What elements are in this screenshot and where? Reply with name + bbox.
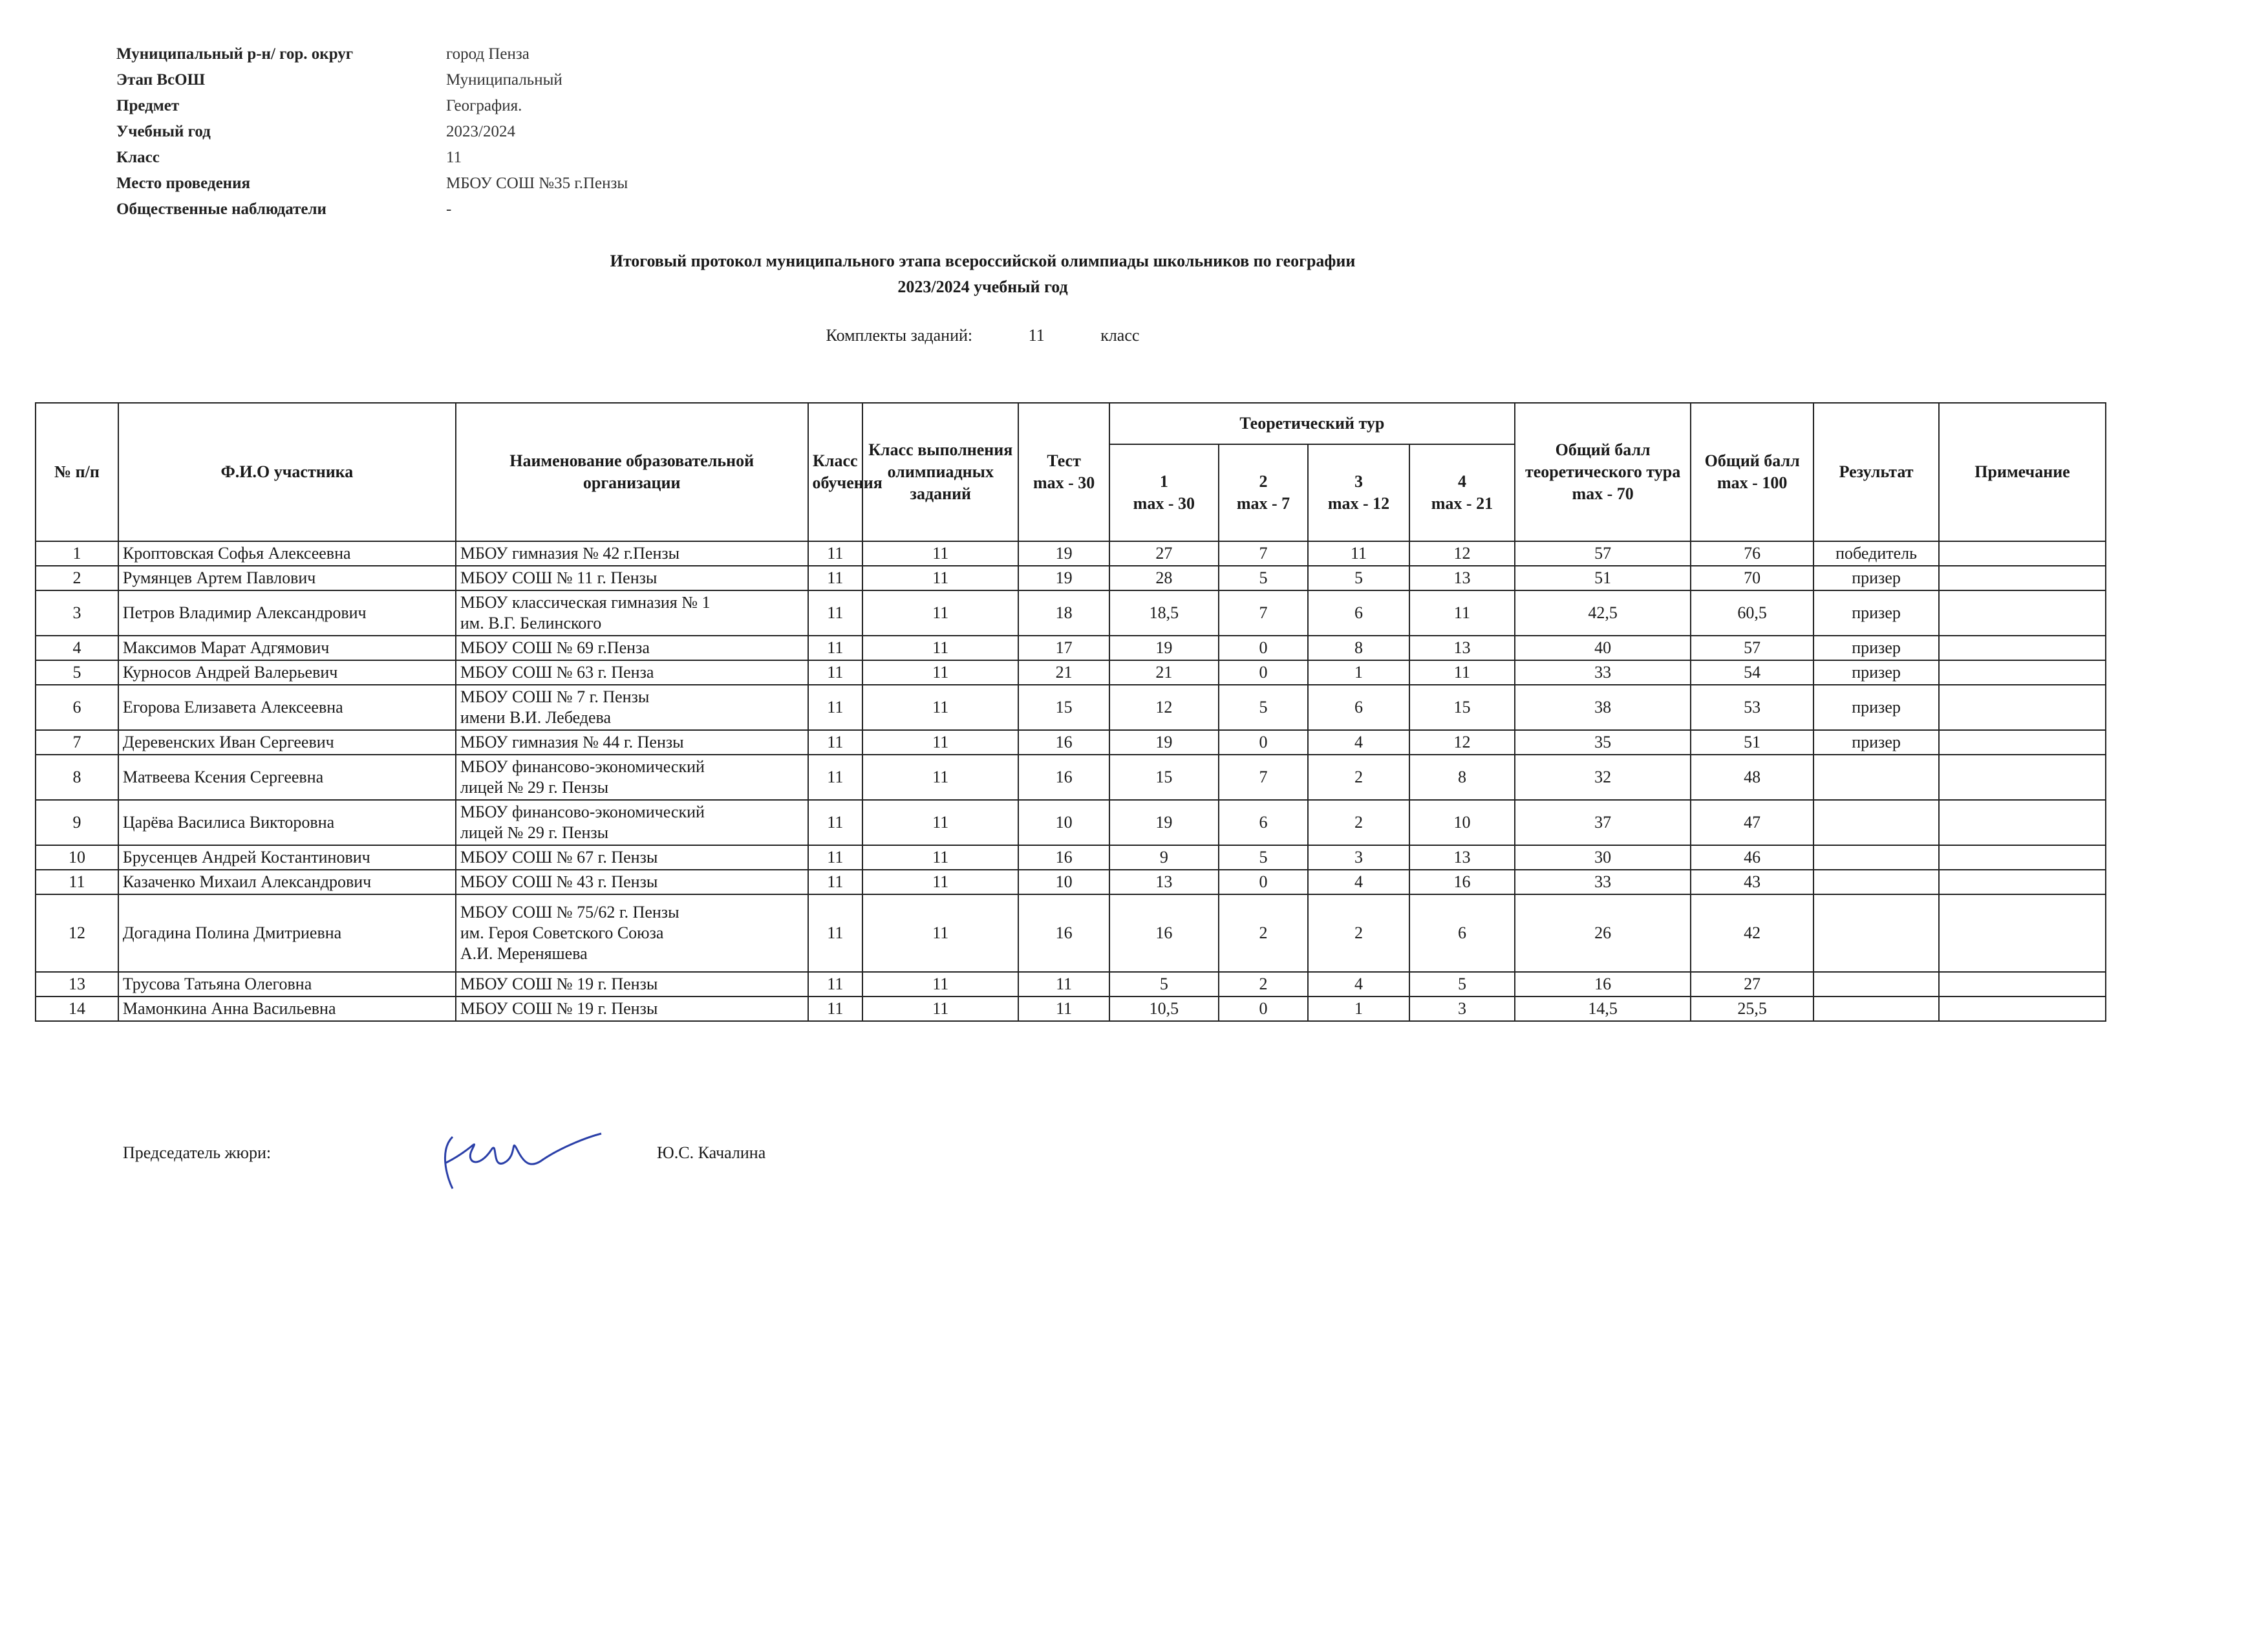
table-row [36, 590, 2106, 636]
cell-t1: 16 [1109, 894, 1219, 972]
header-t3-num: 3 [1354, 472, 1364, 491]
cell-org [456, 541, 808, 566]
cell-note [1939, 972, 2106, 997]
cell-name: Петров Владимир Александрович [118, 590, 456, 636]
cell-total: 54 [1691, 660, 1813, 685]
meta-label: Учебный год [116, 123, 211, 140]
header-t2-max: max - 7 [1236, 494, 1290, 513]
cell-t1: 13 [1109, 870, 1219, 894]
meta-row [116, 119, 628, 145]
cell-n: 3 [36, 590, 118, 636]
cell-name: Брусенцев Андрей Костантинович [118, 845, 456, 870]
cell-gt: 11 [862, 566, 1018, 590]
cell-grade: 11 [808, 894, 863, 972]
table-row [36, 566, 2106, 590]
meta-value: География. [446, 97, 522, 114]
cell-gt: 11 [862, 685, 1018, 730]
cell-name: Кроптовская Софья Алексеевна [118, 541, 456, 566]
cell-tt: 51 [1515, 566, 1691, 590]
cell-t3: 2 [1308, 755, 1409, 800]
cell-t3: 3 [1308, 845, 1409, 870]
cell-org [456, 894, 808, 972]
cell-t2: 5 [1219, 685, 1308, 730]
cell-tt: 37 [1515, 800, 1691, 845]
table-row [36, 997, 2106, 1021]
table-row [36, 845, 2106, 870]
cell-tt: 57 [1515, 541, 1691, 566]
cell-note [1939, 685, 2106, 730]
header-num: № п/п [36, 403, 118, 541]
cell-name: Казаченко Михаил Александрович [118, 870, 456, 894]
meta-row [116, 67, 628, 93]
cell-test: 19 [1018, 566, 1109, 590]
cell-gt: 11 [862, 870, 1018, 894]
table-row [36, 730, 2106, 755]
results-table [35, 402, 2106, 1022]
signature-name: Ю.С. Качалина [657, 1143, 766, 1162]
cell-t2: 0 [1219, 660, 1308, 685]
cell-grade: 11 [808, 590, 863, 636]
cell-test: 15 [1018, 685, 1109, 730]
cell-n: 14 [36, 997, 118, 1021]
meta-label: Муниципальный р-н/ гор. округ [116, 45, 354, 63]
cell-grade: 11 [808, 636, 863, 660]
cell-t4: 11 [1409, 660, 1515, 685]
org-line: МБОУ гимназия № 44 г. Пензы [460, 733, 684, 751]
cell-note [1939, 997, 2106, 1021]
cell-t1: 27 [1109, 541, 1219, 566]
cell-t4: 12 [1409, 730, 1515, 755]
cell-t3: 5 [1308, 566, 1409, 590]
cell-n: 6 [36, 685, 118, 730]
cell-gt: 11 [862, 636, 1018, 660]
cell-tt: 16 [1515, 972, 1691, 997]
cell-t2: 7 [1219, 590, 1308, 636]
cell-total: 47 [1691, 800, 1813, 845]
cell-result [1813, 972, 1939, 997]
cell-tt: 40 [1515, 636, 1691, 660]
cell-n: 13 [36, 972, 118, 997]
table-row [36, 800, 2106, 845]
cell-name: Егорова Елизавета Алексеевна [118, 685, 456, 730]
cell-t4: 15 [1409, 685, 1515, 730]
meta-value: - [446, 200, 452, 218]
cell-t3: 11 [1308, 541, 1409, 566]
cell-result [1813, 894, 1939, 972]
cell-grade: 11 [808, 972, 863, 997]
header-t2-num: 2 [1259, 472, 1268, 491]
cell-name: Деревенских Иван Сергеевич [118, 730, 456, 755]
cell-t4: 10 [1409, 800, 1515, 845]
header-grade: Класс обучения [808, 403, 863, 541]
cell-result [1813, 997, 1939, 1021]
meta-row [116, 93, 628, 119]
cell-note [1939, 845, 2106, 870]
cell-org [456, 730, 808, 755]
cell-tt: 32 [1515, 755, 1691, 800]
cell-org [456, 566, 808, 590]
cell-result: призер [1813, 685, 1939, 730]
table-row [36, 660, 2106, 685]
cell-org [456, 636, 808, 660]
meta-value: МБОУ СОШ №35 г.Пензы [446, 175, 628, 192]
cell-total: 27 [1691, 972, 1813, 997]
cell-org [456, 660, 808, 685]
signature-label: Председатель жюри: [123, 1143, 272, 1162]
cell-grade: 11 [808, 730, 863, 755]
cell-result [1813, 870, 1939, 894]
cell-n: 5 [36, 660, 118, 685]
cell-t2: 2 [1219, 894, 1308, 972]
task-kit-line [0, 326, 1965, 345]
cell-gt: 11 [862, 997, 1018, 1021]
cell-grade: 11 [808, 755, 863, 800]
org-line: МБОУ СОШ № 7 г. Пензы [460, 687, 650, 706]
header-name: Ф.И.О участника [118, 403, 456, 541]
org-line: А.И. Мереняшева [460, 944, 588, 963]
cell-n: 2 [36, 566, 118, 590]
cell-org [456, 845, 808, 870]
cell-gt: 11 [862, 730, 1018, 755]
cell-test: 16 [1018, 845, 1109, 870]
cell-t4: 3 [1409, 997, 1515, 1021]
cell-t2: 5 [1219, 845, 1308, 870]
org-line: лицей № 29 г. Пензы [460, 823, 609, 842]
cell-t4: 13 [1409, 636, 1515, 660]
cell-total: 48 [1691, 755, 1813, 800]
header-t4-max: max - 21 [1431, 494, 1493, 513]
cell-note [1939, 894, 2106, 972]
cell-t1: 28 [1109, 566, 1219, 590]
table-row [36, 870, 2106, 894]
org-line: МБОУ СОШ № 19 г. Пензы [460, 999, 658, 1018]
cell-t4: 16 [1409, 870, 1515, 894]
cell-tt: 14,5 [1515, 997, 1691, 1021]
cell-t2: 7 [1219, 541, 1308, 566]
cell-name: Царёва Василиса Викторовна [118, 800, 456, 845]
cell-t3: 8 [1308, 636, 1409, 660]
cell-grade: 11 [808, 566, 863, 590]
header-result: Результат [1813, 403, 1939, 541]
meta-label: Этап ВсОШ [116, 71, 206, 89]
cell-t3: 4 [1308, 730, 1409, 755]
org-line: МБОУ гимназия № 42 г.Пензы [460, 544, 680, 563]
cell-t3: 1 [1308, 997, 1409, 1021]
cell-test: 11 [1018, 997, 1109, 1021]
cell-gt: 11 [862, 541, 1018, 566]
meta-row [116, 41, 628, 67]
signature-stroke [445, 1134, 601, 1189]
cell-name: Матвеева Ксения Сергеевна [118, 755, 456, 800]
table-row [36, 755, 2106, 800]
cell-t2: 6 [1219, 800, 1308, 845]
cell-tt: 26 [1515, 894, 1691, 972]
title-line-2: 2023/2024 учебный год [897, 277, 1068, 296]
cell-result [1813, 755, 1939, 800]
cell-tt: 35 [1515, 730, 1691, 755]
table-row [36, 972, 2106, 997]
cell-t2: 0 [1219, 730, 1308, 755]
header-t1-max: max - 30 [1133, 494, 1195, 513]
org-line: МБОУ финансово-экономический [460, 757, 705, 776]
cell-gt: 11 [862, 755, 1018, 800]
org-line: МБОУ классическая гимназия № 1 [460, 593, 711, 612]
cell-t4: 8 [1409, 755, 1515, 800]
org-line: МБОУ СОШ № 19 г. Пензы [460, 975, 658, 993]
cell-t2: 0 [1219, 997, 1308, 1021]
header-theory-total-max: max - 70 [1572, 484, 1634, 503]
cell-name: Румянцев Артем Павлович [118, 566, 456, 590]
cell-test: 16 [1018, 894, 1109, 972]
cell-n: 10 [36, 845, 118, 870]
cell-note [1939, 755, 2106, 800]
org-line: МБОУ СОШ № 75/62 г. Пензы [460, 903, 679, 921]
meta-value: город Пенза [446, 45, 530, 63]
header-test-label: Тест [1047, 451, 1081, 470]
kit-label: Комплекты заданий: [826, 326, 973, 345]
cell-t1: 18,5 [1109, 590, 1219, 636]
header-theory-total-label: Общий балл теоретического тура [1524, 440, 1681, 481]
cell-t1: 21 [1109, 660, 1219, 685]
header-test [1018, 403, 1109, 541]
cell-test: 10 [1018, 800, 1109, 845]
kit-value: 11 [1028, 326, 1045, 345]
cell-t4: 12 [1409, 541, 1515, 566]
cell-name: Догадина Полина Дмитриевна [118, 894, 456, 972]
cell-test: 18 [1018, 590, 1109, 636]
cell-name: Трусова Татьяна Олеговна [118, 972, 456, 997]
cell-grade: 11 [808, 541, 863, 566]
header-t3 [1308, 444, 1409, 541]
cell-gt: 11 [862, 660, 1018, 685]
cell-gt: 11 [862, 894, 1018, 972]
cell-t1: 19 [1109, 730, 1219, 755]
cell-t2: 0 [1219, 870, 1308, 894]
cell-t1: 15 [1109, 755, 1219, 800]
cell-total: 57 [1691, 636, 1813, 660]
signature-scribble-icon [433, 1124, 627, 1195]
cell-n: 12 [36, 894, 118, 972]
cell-total: 42 [1691, 894, 1813, 972]
cell-tt: 30 [1515, 845, 1691, 870]
cell-gt: 11 [862, 972, 1018, 997]
meta-block [116, 41, 628, 222]
cell-t2: 7 [1219, 755, 1308, 800]
cell-org [456, 755, 808, 800]
meta-value: 11 [446, 149, 462, 166]
cell-n: 1 [36, 541, 118, 566]
cell-t4: 13 [1409, 845, 1515, 870]
cell-t1: 10,5 [1109, 997, 1219, 1021]
cell-result: призер [1813, 730, 1939, 755]
cell-total: 70 [1691, 566, 1813, 590]
cell-name: Максимов Марат Адгямович [118, 636, 456, 660]
cell-result: победитель [1813, 541, 1939, 566]
header-org: Наименование образовательной организации [456, 403, 808, 541]
cell-n: 9 [36, 800, 118, 845]
header-theory: Теоретический тур [1109, 403, 1515, 444]
cell-note [1939, 566, 2106, 590]
cell-tt: 42,5 [1515, 590, 1691, 636]
cell-name: Курносов Андрей Валерьевич [118, 660, 456, 685]
cell-gt: 11 [862, 590, 1018, 636]
meta-label: Предмет [116, 97, 180, 114]
header-theory-total [1515, 403, 1691, 541]
org-line: МБОУ финансово-экономический [460, 803, 705, 821]
header-t1-num: 1 [1159, 472, 1168, 491]
cell-result: призер [1813, 660, 1939, 685]
cell-org [456, 800, 808, 845]
header-grade-tasks: Класс выполнения олимпиадных заданий [862, 403, 1018, 541]
cell-grade: 11 [808, 800, 863, 845]
org-line: лицей № 29 г. Пензы [460, 778, 609, 797]
cell-n: 7 [36, 730, 118, 755]
meta-row [116, 197, 628, 222]
cell-note [1939, 730, 2106, 755]
cell-t4: 13 [1409, 566, 1515, 590]
signature-block [123, 1130, 899, 1208]
protocol-title [0, 248, 1965, 300]
cell-t4: 11 [1409, 590, 1515, 636]
cell-name: Мамонкина Анна Васильевна [118, 997, 456, 1021]
cell-t1: 19 [1109, 800, 1219, 845]
cell-total: 46 [1691, 845, 1813, 870]
cell-result: призер [1813, 566, 1939, 590]
cell-test: 16 [1018, 755, 1109, 800]
org-line: МБОУ СОШ № 67 г. Пензы [460, 848, 658, 867]
meta-label: Общественные наблюдатели [116, 200, 326, 218]
cell-t3: 4 [1308, 972, 1409, 997]
cell-n: 4 [36, 636, 118, 660]
cell-t3: 2 [1308, 800, 1409, 845]
cell-test: 19 [1018, 541, 1109, 566]
cell-note [1939, 660, 2106, 685]
cell-org [456, 997, 808, 1021]
table-row [36, 894, 2106, 972]
meta-label: Класс [116, 149, 160, 166]
cell-gt: 11 [862, 800, 1018, 845]
cell-org [456, 590, 808, 636]
cell-grade: 11 [808, 660, 863, 685]
org-line: им. Героя Советского Союза [460, 923, 664, 942]
header-t4 [1409, 444, 1515, 541]
cell-test: 10 [1018, 870, 1109, 894]
cell-t1: 5 [1109, 972, 1219, 997]
header-total [1691, 403, 1813, 541]
cell-note [1939, 541, 2106, 566]
header-t3-max: max - 12 [1327, 494, 1390, 513]
cell-total: 43 [1691, 870, 1813, 894]
cell-result [1813, 845, 1939, 870]
org-line: МБОУ СОШ № 63 г. Пенза [460, 663, 654, 682]
org-line: им. В.Г. Белинского [460, 614, 602, 632]
cell-total: 25,5 [1691, 997, 1813, 1021]
cell-test: 11 [1018, 972, 1109, 997]
header-total-label: Общий балл [1704, 451, 1800, 470]
header-total-max: max - 100 [1717, 473, 1788, 492]
cell-note [1939, 870, 2106, 894]
cell-result: призер [1813, 636, 1939, 660]
header-note: Примечание [1939, 403, 2106, 541]
meta-value: Муниципальный [446, 71, 562, 89]
cell-total: 51 [1691, 730, 1813, 755]
cell-total: 76 [1691, 541, 1813, 566]
cell-grade: 11 [808, 845, 863, 870]
meta-row [116, 145, 628, 171]
title-line-1: Итоговый протокол муниципального этапа всероссийской олимпиады школьников по географии [610, 252, 1356, 270]
cell-total: 60,5 [1691, 590, 1813, 636]
cell-n: 11 [36, 870, 118, 894]
header-test-max: max - 30 [1032, 473, 1095, 492]
cell-t4: 5 [1409, 972, 1515, 997]
cell-t3: 1 [1308, 660, 1409, 685]
cell-t1: 19 [1109, 636, 1219, 660]
cell-grade: 11 [808, 997, 863, 1021]
cell-note [1939, 590, 2106, 636]
meta-label: Место проведения [116, 175, 250, 192]
cell-tt: 33 [1515, 870, 1691, 894]
org-line: МБОУ СОШ № 43 г. Пензы [460, 872, 658, 891]
cell-grade: 11 [808, 870, 863, 894]
org-line: МБОУ СОШ № 11 г. Пензы [460, 568, 658, 587]
cell-test: 16 [1018, 730, 1109, 755]
cell-tt: 38 [1515, 685, 1691, 730]
header-t4-num: 4 [1457, 472, 1466, 491]
cell-org [456, 972, 808, 997]
cell-t3: 6 [1308, 590, 1409, 636]
results-body [36, 541, 2106, 1021]
cell-test: 17 [1018, 636, 1109, 660]
table-row [36, 636, 2106, 660]
meta-value: 2023/2024 [446, 123, 515, 140]
cell-t2: 5 [1219, 566, 1308, 590]
cell-result: призер [1813, 590, 1939, 636]
cell-t1: 9 [1109, 845, 1219, 870]
org-line: МБОУ СОШ № 69 г.Пенза [460, 638, 650, 657]
meta-row [116, 171, 628, 197]
cell-t3: 2 [1308, 894, 1409, 972]
cell-t3: 4 [1308, 870, 1409, 894]
header-t2 [1219, 444, 1308, 541]
cell-t3: 6 [1308, 685, 1409, 730]
cell-note [1939, 800, 2106, 845]
kit-suffix: класс [1100, 326, 1140, 345]
cell-note [1939, 636, 2106, 660]
table-row [36, 541, 2106, 566]
cell-gt: 11 [862, 845, 1018, 870]
cell-t2: 2 [1219, 972, 1308, 997]
cell-t2: 0 [1219, 636, 1308, 660]
cell-test: 21 [1018, 660, 1109, 685]
cell-result [1813, 800, 1939, 845]
cell-tt: 33 [1515, 660, 1691, 685]
header-t1 [1109, 444, 1219, 541]
cell-n: 8 [36, 755, 118, 800]
cell-org [456, 870, 808, 894]
cell-org [456, 685, 808, 730]
table-row [36, 685, 2106, 730]
cell-t1: 12 [1109, 685, 1219, 730]
cell-t4: 6 [1409, 894, 1515, 972]
cell-grade: 11 [808, 685, 863, 730]
cell-total: 53 [1691, 685, 1813, 730]
org-line: имени В.И. Лебедева [460, 708, 612, 727]
